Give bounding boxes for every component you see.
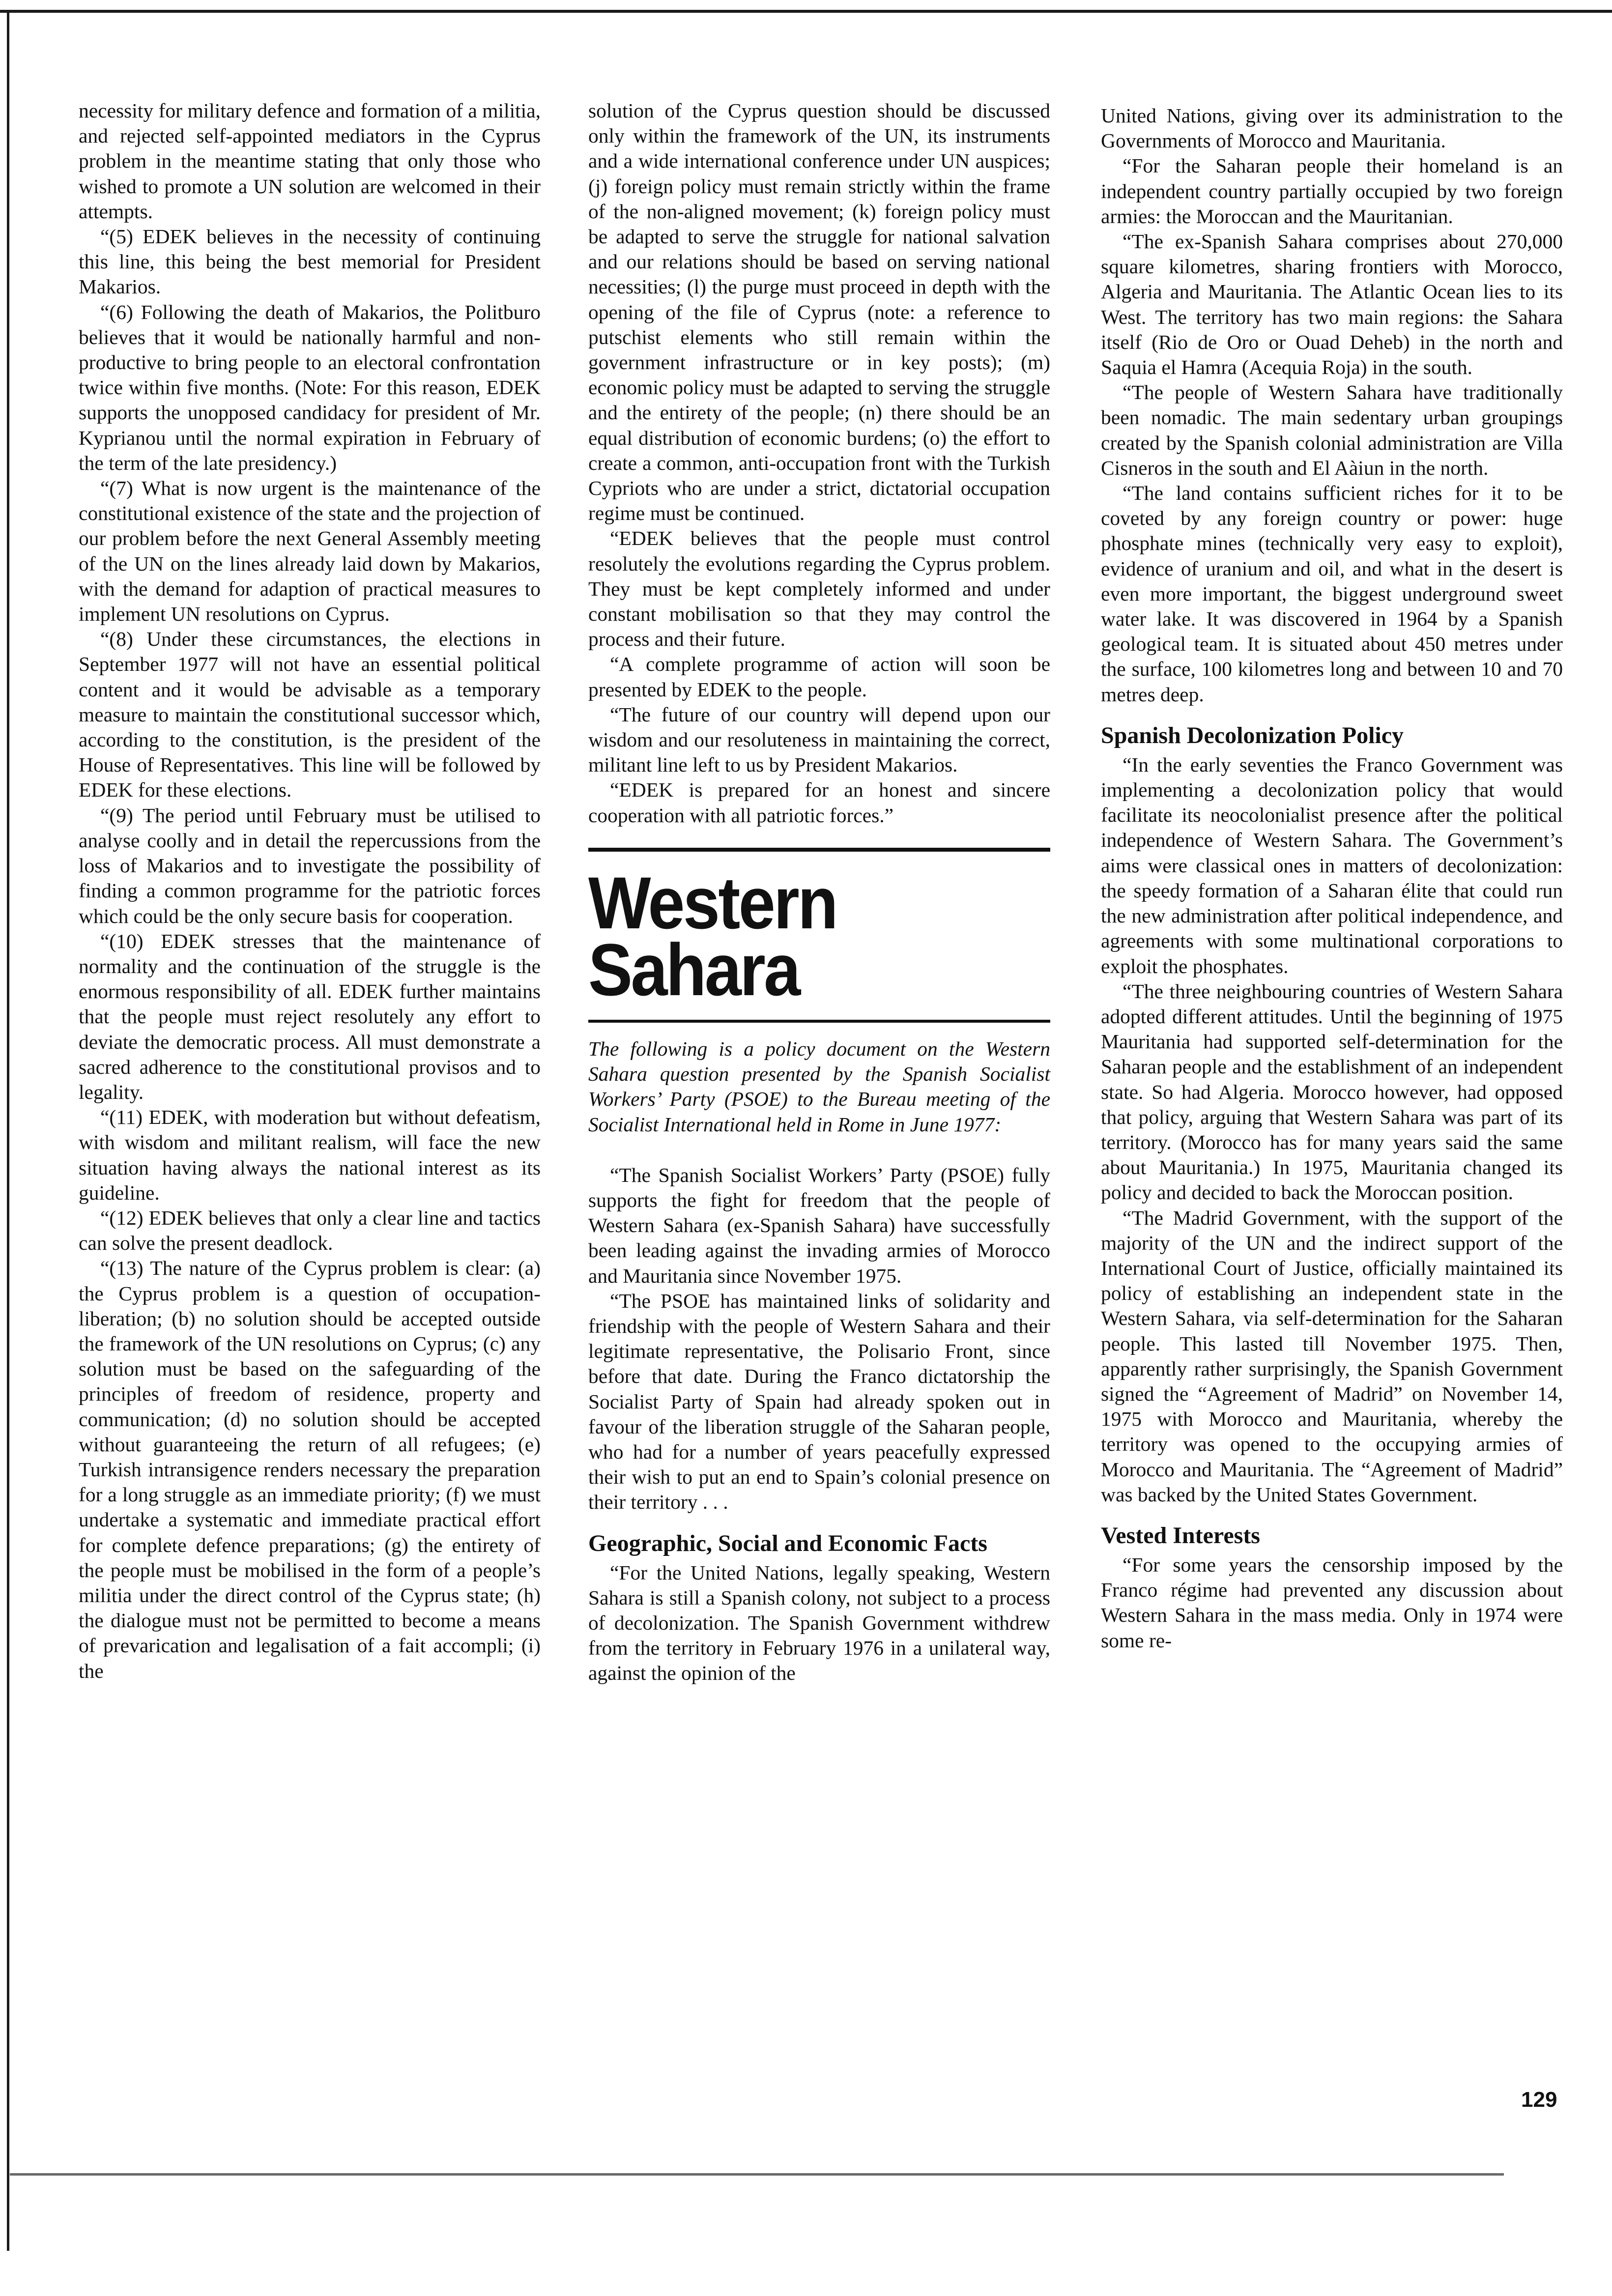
subheading: Vested Interests [1101,1522,1260,1549]
paragraph: solution of the Cyprus question should be discussed only within the framework of the UN, its instruments and a wide international conference under UN auspices; (j) foreign policy must remain strictly within the frame of the non-aligned movement; (k) foreign policy must be adapted to serve the struggle for national salvation and our relations should be based on serving national necessities; (l) the purge must proceed in depth with the opening of the file of Cyprus (note: a reference to putschist elements who still remain within the government infrastructure or in key posts); (m) economic policy must be adapted to serving the struggle and the entirety of the people; (n) there should be an equal distribution of economic burdens; (o) the effort to create a common, anti-occupation front with the Turkish Cypriots who are under a strict, dictatorial occupation regime must be continued. [588,99,1050,525]
paragraph: “For the United Nations, legally speaking, Western Sahara is still a Spanish colony, not subject to a process of decolonization. The Spanish Government withdrew from the territory in February 1976 in a unilateral way, against the opinion of the [588,1561,1050,1685]
paragraph: “The land contains sufficient riches for it to be coveted by any foreign country or power: huge phosphate mines (technically very easy to exploit), evidence of uranium and oil, and what in the desert is even more important, the biggest underground sweet water lake. It was discovered in 1964 by a Spanish geological team. It is situated about 450 metres under the surface, 100 kilometres long and between 10 and 70 metres deep. [1101,482,1563,706]
section-rule-top [588,848,1050,852]
paragraph: “A complete programme of action will soon be presented by EDEK to the people. [588,653,1050,701]
intro-italic-paragraph: The following is a policy document on the Western Sahara question presented by the Spanish Socialist Workers’ Party (PSOE) to the Bureau meeting of the Socialist International held in Rome in June 1977: [588,1037,1050,1136]
paragraph: “(6) Following the death of Makarios, the Politburo believes that it would be nationally harmful and non-productive to bring people to an electoral confrontation twice within five months. (Note: For this reason, EDEK supports the unopposed candidacy for president of Mr. Kyprianou until the normal expiration in February of the term of the late presidency.) [79,300,541,474]
subheading: Spanish Decolonization Policy [1101,722,1404,748]
paragraph: “(8) Under these circumstances, the elections in September 1977 will not have an essential political content and it would be advisable as a temporary measure to maintain the constitutional successor which, according to the constitution, is the president of the House of Representatives. This line will be followed by EDEK for these elections. [79,628,541,802]
left-border-rule [7,10,9,2251]
top-border-rule [0,10,1612,13]
paragraph: “The Madrid Government, with the support of the majority of the UN and the indirect support of the International Court of Justice, officially maintained its policy of establishing an independent state in the Western Sahara, via self-determination for the Saharan people. This lasted till November 1975. Then, apparently rather surprisingly, the Spanish Government signed the “Agreement of Madrid” on November 14, 1975 with Morocco and Mauritania, whereby the territory was opened to the occupying armies of Morocco and Mauritania. The “Agreement of Madrid” was backed by the United States Government. [1101,1206,1563,1506]
paragraph: “(12) EDEK believes that only a clear line and tactics can solve the present deadlock. [79,1206,541,1255]
column-middle [588,98,1050,1686]
section-title-line: Western [588,861,836,944]
section-title-line: Sahara [588,928,799,1011]
paragraph: “(10) EDEK stresses that the maintenance of normality and the continuation of the struggle is the enormous responsibility of all. EDEK further maintains that the people must reject resolutely any effort to deviate the democratic process. All must demonstrate a sacred adherence to the constitutional provisos and to legality. [79,929,541,1103]
paragraph: necessity for military defence and formation of a militia, and rejected self-appointed mediators in the Cyprus problem in the meantime stating that only those who wished to promote a UN solution are welcomed in their attempts. [79,99,541,223]
section-rule-bottom [588,1020,1050,1023]
paragraph: “For some years the censorship imposed by the Franco régime had prevented any discussion about Western Sahara in the mass media. Only in 1974 were some re- [1101,1553,1563,1652]
paragraph: “(7) What is now urgent is the maintenance of the constitutional existence of the state and the projection of our problem before the next General Assembly meeting of the UN on the lines already laid down by Makarios, with the demand for adaption of practical measures to implement UN resolutions on Cyprus. [79,477,541,626]
column-right [1101,103,1563,1653]
paragraph: “EDEK believes that the people must control resolutely the evolutions regarding the Cyprus problem. They must be kept completely informed and under constant mobilisation so that they may control the process and their future. [588,527,1050,651]
paragraph: “The PSOE has maintained links of solidarity and friendship with the people of Western Sahara and their legitimate representative, the Polisario Front, since before that date. During the Franco dictatorship the Socialist Party of Spain had already spoken out in favour of the liberation struggle of the Saharan people, who had for a number of years peacefully expressed their wish to put an end to Spain’s colonial presence on their territory . . . [588,1289,1050,1514]
paragraph: “(5) EDEK believes in the necessity of continuing this line, this being the best memorial for President Makarios. [79,225,541,298]
section-title [588,861,1004,1011]
column-left [79,98,541,1684]
paragraph: “(11) EDEK, with moderation but without defeatism, with wisdom and militant realism, will face the new situation having always the national interest as its guideline. [79,1106,541,1204]
paragraph: “The future of our country will depend upon our wisdom and our resoluteness in maintaining the correct, militant line left to us by President Makarios. [588,703,1050,776]
subheading: Geographic, Social and Economic Facts [588,1530,987,1556]
paragraph: “For the Saharan people their homeland is an independent country partially occupied by two foreign armies: the Moroccan and the Mauritanian. [1101,154,1563,228]
paragraph: “The Spanish Socialist Workers’ Party (PSOE) fully supports the fight for freedom that the people of Western Sahara (ex-Spanish Sahara) have successfully been leading against the invading armies of Morocco and Mauritania since November 1975. [588,1163,1050,1287]
paragraph: “(13) The nature of the Cyprus problem is clear: (a) the Cyprus problem is a question of occupation-liberation; (b) no solution should be accepted outside the framework of the UN resolutions on Cyprus; (c) any solution must be based on the safeguarding of the principles of freedom of residence, property and communication; (d) no solution should be accepted without guaranteeing the return of all refugees; (e) Turkish intransigence renders necessary the preparation for a long struggle as an immediate priority; (f) we must undertake a systematic and immediate practical effort for complete defence preparations; (g) the entirety of the people must be mobilised in the form of a people’s militia under the direct control of the Cyprus state; (h) the dialogue must not be permitted to become a means of prevarication and legalisation of a fait accompli; (i) the [79,1257,541,1682]
paragraph: “(9) The period until February must be utilised to analyse coolly and in detail the repercussions from the loss of Makarios and to investigate the possibility of finding a common programme for the patriotic forces which could be the only secure basis for cooperation. [79,804,541,927]
paragraph: “EDEK is prepared for an honest and sincere cooperation with all patriotic forces.” [588,778,1050,827]
paragraph: “The people of Western Sahara have traditionally been nomadic. The main sedentary urban groupings created by the Spanish colonial administration are Villa Cisneros in the south and El Aàiun in the north. [1101,381,1563,479]
paragraph: United Nations, giving over its administration to the Governments of Morocco and Mauritania. [1101,104,1563,152]
bottom-border-rule [10,2173,1504,2176]
paragraph: “In the early seventies the Franco Government was implementing a decolonization policy that would facilitate its neocolonialist presence after the political independence of Western Sahara. The Government’s aims were classical ones in matters of decolonization: the speedy formation of a Saharan élite that could run the new administration after political independence, and agreements with some multinational corporations to exploit the phosphates. [1101,753,1563,977]
page-number: 129 [1521,2088,1557,2112]
paragraph: “The three neighbouring countries of Western Sahara adopted different attitudes. Until the beginning of 1975 Mauritania had supported self-determination for the Saharan people and the establishment of an independent state. So had Algeria. Morocco however, had opposed that policy, arguing that Western Sahara was part of its territory. (Morocco has for many years said the same about Mauritania.) In 1975, Mauritania changed its policy and decided to back the Moroccan position. [1101,979,1563,1204]
paragraph: “The ex-Spanish Sahara comprises about 270,000 square kilometres, sharing frontiers with Morocco, Algeria and Mauritania. The Atlantic Ocean lies to its West. The territory has two main regions: the Sahara itself (Rio de Oro or Ouad Deheb) in the north and Saquia el Hamra (Acequia Roja) in the south. [1101,230,1563,379]
